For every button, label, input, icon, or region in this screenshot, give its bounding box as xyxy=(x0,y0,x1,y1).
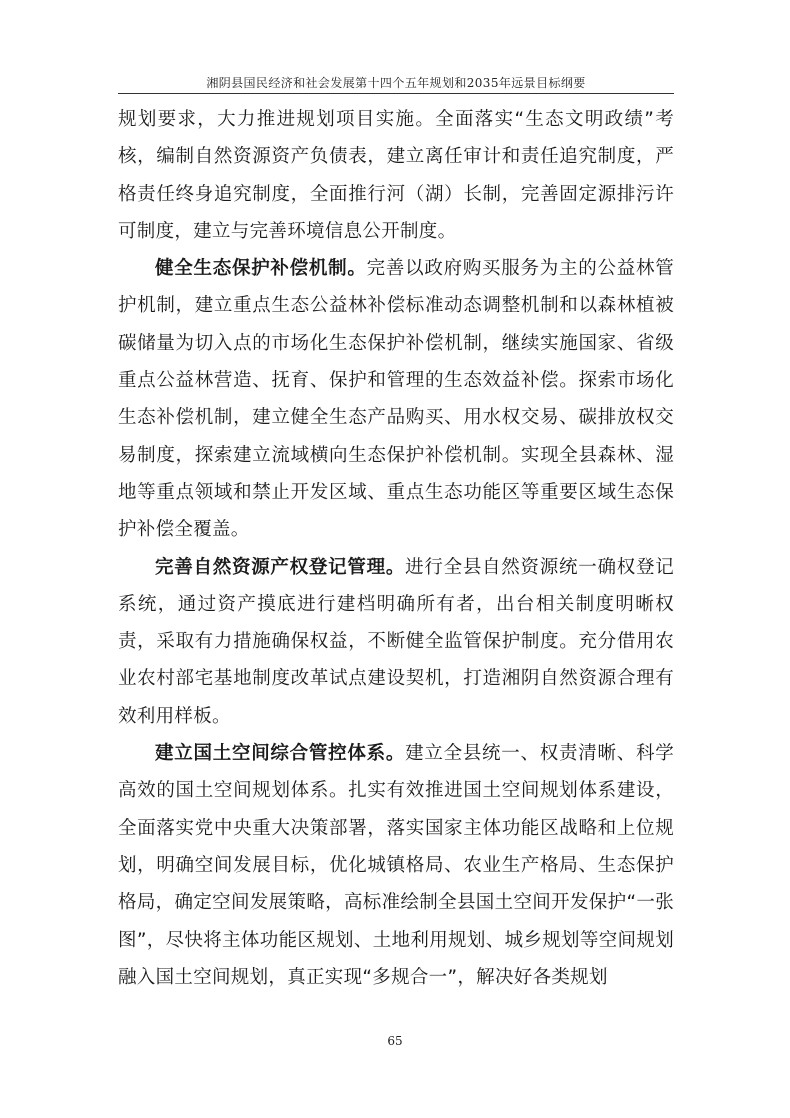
paragraph-spatial-control xyxy=(118,735,674,996)
body-text xyxy=(118,101,674,996)
paragraph-text: 建立全县统一、权责清晰、科学高效的国土空间规划体系。扎实有效推进国土空间规划体系建设，全面落实党中央重大决策部署，落实国家主体功能区战略和上位规划，明确空间发展目标，优化城镇格局、农业生产格局、生态保护格局，确定空间发展策略，高标准绘制全县国土空间开发保护“一张图”，尽快将主体功能区规划、土地利用规划、城乡规划等空间规划融入国土空间规划，真正实现“多规合一”，解决好各类规划 xyxy=(118,743,675,988)
paragraph-heading: 完善自然资源产权登记管理。 xyxy=(155,556,406,578)
paragraph-text: 进行全县自然资源统一确权登记系统，通过资产摸底进行建档明确所有者，出台相关制度明晰权责，采取有力措施确保权益，不断健全监管保护制度。充分借用农业农村部宅基地制度改革试点建设契机，打造湘阴自然资源合理有效利用样板。 xyxy=(118,556,675,727)
paragraph-text: 规划要求，大力推进规划项目实施。全面落实“生态文明政绩”考核，编制自然资源资产负债表，建立离任审计和责任追究制度，严格责任终身追究制度，全面推行河（湖）长制，完善固定源排污许可制度，建立与完善环境信息公开制度。 xyxy=(118,109,674,242)
header-divider xyxy=(118,93,674,94)
page-number: 65 xyxy=(387,1034,403,1048)
paragraph-continuation xyxy=(118,101,674,250)
paragraph-property-registration xyxy=(118,549,674,735)
paragraph-eco-compensation xyxy=(118,250,674,548)
paragraph-heading: 建立国土空间综合管控体系。 xyxy=(155,743,406,765)
running-header: 湘阴县国民经济和社会发展第十四个五年规划和2035年远景目标纲要 xyxy=(206,76,586,90)
paragraph-text: 完善以政府购买服务为主的公益林管护机制，建立重点生态公益林补偿标准动态调整机制和以森林植被碳储量为切入点的市场化生态保护补偿机制，继续实施国家、省级重点公益林营造、抚育、保护和管理的生态效益补偿。探索市场化生态补偿机制，建立健全生态产品购买、用水权交易、碳排放权交易制度，探索建立流域横向生态保护补偿机制。实现全县森林、湿地等重点领域和禁止开发区域、重点生态功能区等重要区域生态保护补偿全覆盖。 xyxy=(118,258,674,541)
paragraph-heading: 健全生态保护补偿机制。 xyxy=(155,258,367,280)
